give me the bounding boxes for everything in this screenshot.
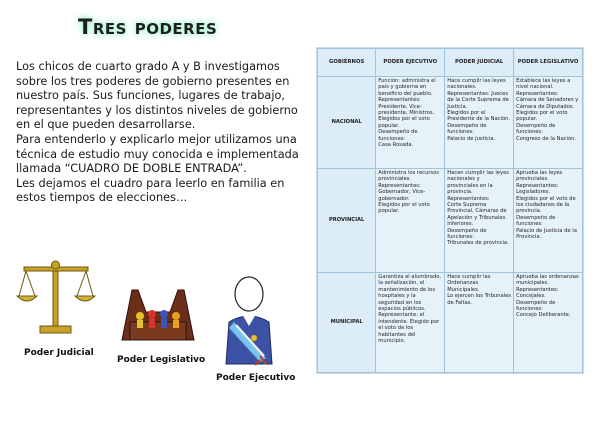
header-legislativo: PODER LEGISLATIVO <box>514 49 583 77</box>
cell-municipal-judicial: Hace cumplir las Ordenanzas Municipales. Lo ejercen los Tribunales de Faltas. <box>447 274 511 306</box>
intro-paragraph-2: Para entenderlo y explicarlo mejor utilizamos una técnica de estudio muy conocida e implementada llamada “CUADRO DE DOBLE ENTRADA”. <box>16 132 299 176</box>
header-gobiernos: GOBIERNOS <box>318 49 376 77</box>
cell-nacional-judicial: Hace cumplir las leyes nacionales. Representantes: Jueces de la Corte Suprema de Justicia. Elegidos por el Presidente de la Nación. Desempeño de funciones: Palacio de justicia. <box>447 78 511 142</box>
cell-provincial-ejecutivo: Administra los recursos provinciales. Representantes: Gobernador, Vice-gobernador. Elegidos por el voto popular. <box>378 170 439 215</box>
table-row <box>318 77 583 169</box>
page-title: Tres poderes <box>78 15 218 39</box>
parliament-icon <box>118 282 198 344</box>
row-header-provincial: PROVINCIAL <box>318 169 376 273</box>
judicial-label: Poder Judicial <box>24 348 94 358</box>
cell-municipal-legislativo: Aprueba las ordenanzas municipales. Representantes: Concejales. Desempeño de funciones: Concejo Deliberante. <box>516 274 579 319</box>
cell-nacional-ejecutivo: Función: administra el país y gobierna en beneficio del pueblo. Representantes: Presidente, Vice-presidente, Ministros. Elegidos por el voto popular. Desempeño de funciones: Casa Rosada. <box>378 78 436 149</box>
scale-icon <box>16 258 96 340</box>
legislativo-label: Poder Legislativo <box>117 355 206 365</box>
header-judicial: PODER JUDICIAL <box>445 49 514 77</box>
president-icon <box>220 276 278 366</box>
cell-nacional-legislativo: Establece las leyes a nivel nacional. Representantes: Cámara de Senadores y Cámara de Diputados. Elegidos por el voto popular. Desempeño de funciones: Congreso de la Nación. <box>516 78 579 142</box>
intro-paragraph-1: Los chicos de cuarto grado A y B investigamos sobre los tres poderes de gobierno presentes en nuestro país. Sus funciones, lugares de trabajo, representantes y los distintos niveles de gobierno en el que pueden desarrollarse. <box>16 60 298 132</box>
double-entry-table <box>317 48 583 373</box>
cell-municipal-ejecutivo: Garantiza el alumbrado, la señalización, el mantenimiento de los hospitales y la seguridad en los espacios públicos. Representante: el intendente. Elegido por el voto de los habitantes del municipio. <box>378 274 442 345</box>
row-header-nacional: NACIONAL <box>318 77 376 169</box>
table-row <box>318 169 583 273</box>
row-header-municipal: MUNICIPAL <box>318 273 376 373</box>
cell-provincial-judicial: Hacen cumplir las leyes nacionales y provinciales en la provincia. Representantes: Corte Suprema Provincial, Cámaras de Apelación y Tribunales Inferiores. Desempeño de funciones: Tribunales de provincia. <box>447 170 509 247</box>
cell-provincial-legislativo: Aprueba las leyes provinciales. Representantes: Legisladores. Elegidos por el voto de los ciudadanos de la provincia. Desempeño de funciones: Palacio de Justicia de la Provincia. <box>516 170 577 241</box>
ejecutivo-label: Poder Ejecutivo <box>216 373 296 383</box>
table-row <box>318 273 583 373</box>
header-ejecutivo: PODER EJECUTIVO <box>376 49 445 77</box>
double-entry-table-container <box>316 47 584 374</box>
intro-text <box>16 60 308 206</box>
intro-paragraph-3: Les dejamos el cuadro para leerlo en familia en estos tiempos de elecciones… <box>16 176 285 205</box>
